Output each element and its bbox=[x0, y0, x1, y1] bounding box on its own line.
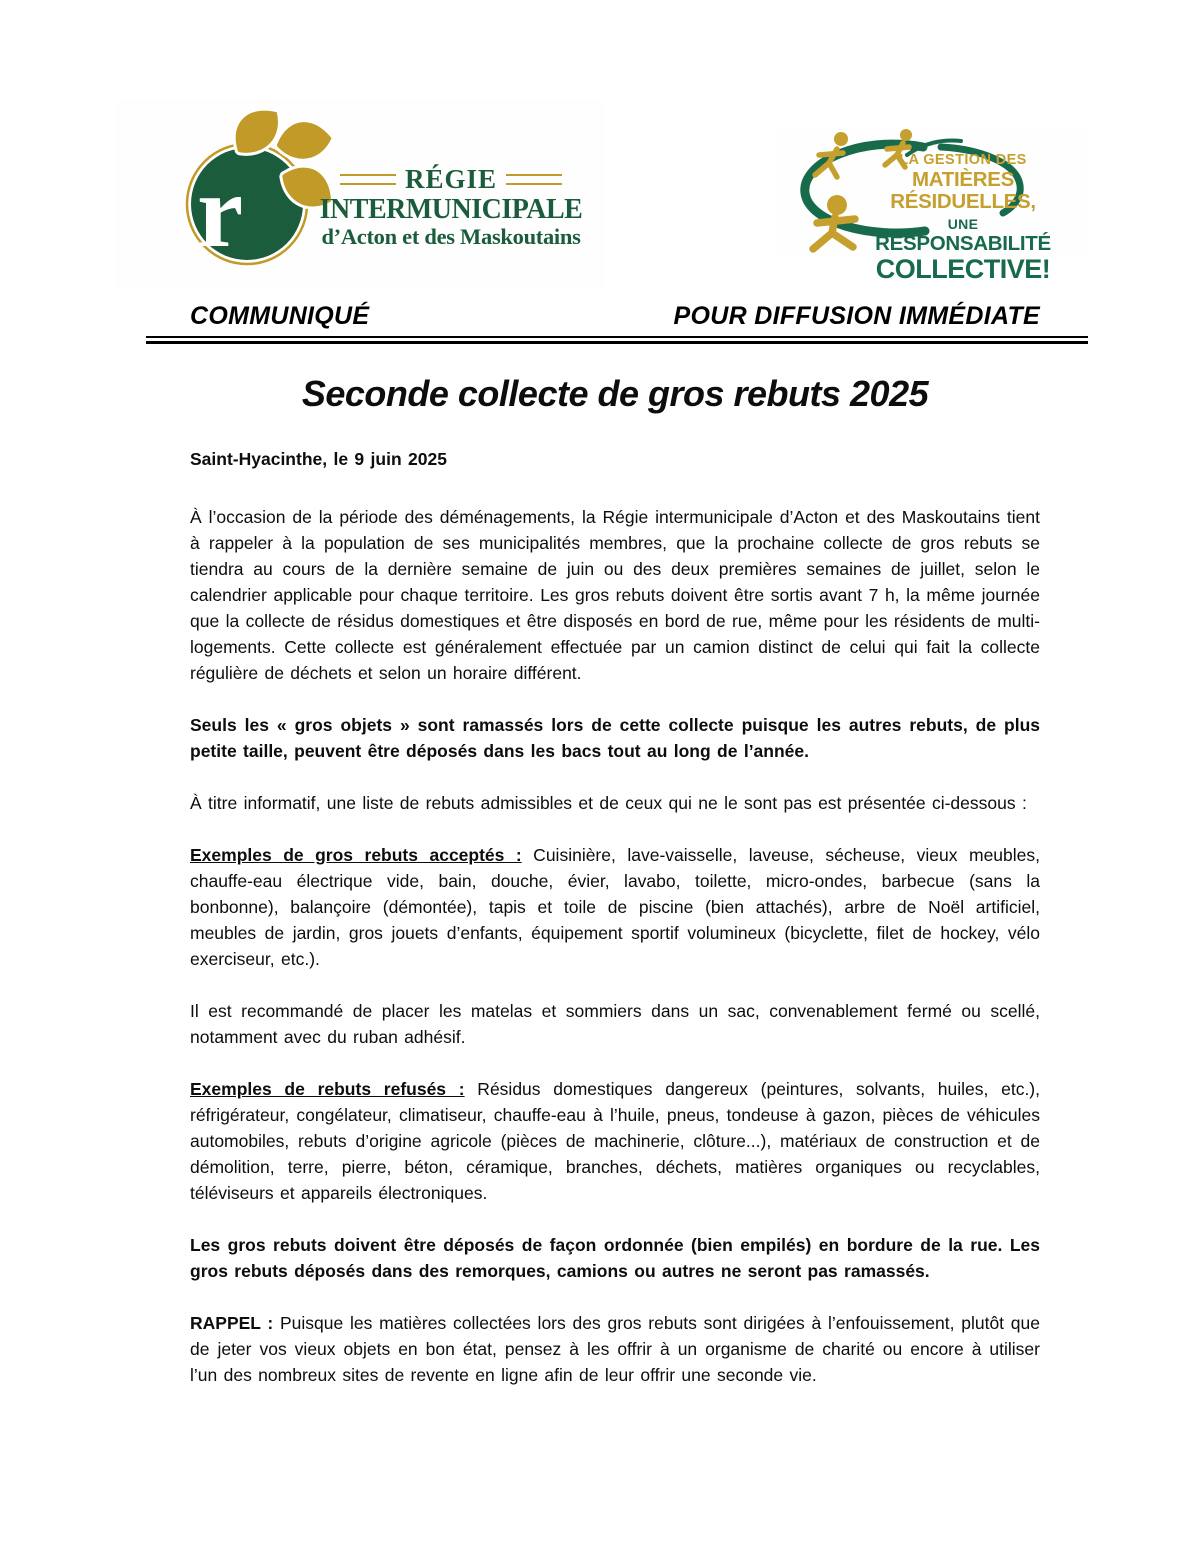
paragraph-rebuts-acceptes bbox=[190, 842, 1040, 972]
gold-rule-right bbox=[506, 174, 562, 185]
paragraph-run: Seuls les « gros objets » sont ramassés lors de cette collecte puisque les autres rebuts, de plus petite taille, peuvent être déposés dans les bacs tout au long de l’année. bbox=[190, 715, 1040, 761]
dateline: Saint-Hyacinthe, le 9 juin 2025 bbox=[190, 449, 447, 469]
paragraph-intro bbox=[190, 504, 1040, 686]
paragraph-run: À titre informatif, une liste de rebuts admissibles et de ceux qui ne le sont pas est présentée ci-dessous : bbox=[190, 793, 1027, 813]
communique-label: COMMUNIQUÉ bbox=[190, 302, 370, 330]
collective-logo-text bbox=[861, 153, 1065, 284]
collective-line1: LA GESTION DES bbox=[899, 152, 1027, 168]
document-content bbox=[190, 372, 1040, 1414]
paragraph-run: Il est recommandé de placer les matelas et sommiers dans un sac, convenablement fermé ou scellé, notamment avec du ruban adhésif. bbox=[190, 1001, 1040, 1047]
paragraph-run: Puisque les matières collectées lors des gros rebuts sont dirigées à l’enfouissement, plutôt que de jeter vos vieux objets en bon état, pensez à les offrir à un organisme de charité ou encore à utiliser l’un des nombreux sites de revente en ligne afin de leur offrir une seconde vie. bbox=[190, 1313, 1040, 1385]
lead-rappel: RAPPEL : bbox=[190, 1313, 274, 1333]
diffusion-label: POUR DIFFUSION IMMÉDIATE bbox=[673, 302, 1040, 330]
regie-name-line1 bbox=[318, 166, 584, 193]
lead-refuses: Exemples de rebuts refusés : bbox=[190, 1079, 465, 1099]
paragraph-run: Résidus domestiques dangereux (peintures, solvants, huiles, etc.), réfrigérateur, congélateur, climatiseur, chauffe-eau à l’huile, pneus, tondeuse à gazon, pièces de véhicules automobiles, rebuts d’origine agricole (pièces de machinerie, clôture...), matériaux de construction et de démolition, terre, pierre, béton, céramique, branches, déchets, matières organiques ou recyclables, téléviseurs et appareils électroniques. bbox=[190, 1079, 1041, 1203]
header-rule bbox=[146, 336, 1088, 344]
lead-acceptes: Exemples de gros rebuts acceptés : bbox=[190, 845, 522, 865]
regie-name-line3: d’Acton et des Maskoutains bbox=[321, 224, 581, 250]
paragraph-rappel bbox=[190, 1310, 1040, 1388]
collective-line2: MATIÈRES RÉSIDUELLES, bbox=[890, 167, 1036, 213]
collective-line3-une: UNE bbox=[947, 215, 979, 232]
paragraph-run: Les gros rebuts doivent être déposés de façon ordonnée (bien empilés) en bordure de la rue. Les gros rebuts déposés dans des remorques, camions ou autres ne seront pas ramassés. bbox=[190, 1235, 1040, 1281]
regie-letter-r: r bbox=[197, 154, 244, 269]
collective-logo bbox=[775, 125, 1087, 285]
page-title: Seconde collecte de gros rebuts 2025 bbox=[301, 373, 929, 414]
collective-line3-responsabilite: RESPONSABILITÉ bbox=[875, 232, 1051, 256]
regie-word: RÉGIE bbox=[404, 164, 498, 194]
paragraph-run: À l’occasion de la période des déménagements, la Régie intermunicipale d’Acton et des Maskoutains tient à rappeler à la population de ses municipalités membres, que la prochaine collecte de gros rebuts se tiendra au cours de la dernière semaine de juin ou des deux premières semaines de juillet, selon le calendrier applicable pour chaque territoire. Les gros rebuts doivent être sortis avant 7 h, la même journée que la collecte de résidus domestiques et être disposés en bord de rue, même pour les résidents de multi-logements. Cette collecte est généralement effectuée par un camion distinct de celui qui fait la collecte régulière de déchets et selon un horaire différent. bbox=[190, 507, 1040, 683]
paragraph-liste-info bbox=[190, 790, 1040, 816]
gold-rule-left bbox=[340, 174, 396, 185]
paragraph-rebuts-refuses bbox=[190, 1076, 1040, 1206]
regie-name-line2: INTERMUNICIPALE bbox=[319, 194, 583, 225]
paragraph-matelas bbox=[190, 998, 1040, 1050]
header-band bbox=[190, 302, 1040, 331]
regie-logo-mark-icon bbox=[157, 106, 337, 286]
collective-line4: COLLECTIVE! bbox=[875, 254, 1051, 285]
paragraph-run: Cuisinière, lave-vaisselle, laveuse, sécheuse, vieux meubles, chauffe-eau électrique vide, bain, douche, évier, lavabo, toilette, micro-ondes, barbecue (sans la bonbonne), balançoire (démontée), tapis et toile de piscine (bien attachés), arbre de Noël artificiel, meubles de jardin, gros jouets d’enfants, équipement sportif volumineux (bicyclette, filet de hockey, vélo exerciseur, etc.). bbox=[190, 845, 1040, 969]
regie-logo-text bbox=[318, 166, 584, 249]
paragraph-depot-ordonne bbox=[190, 1232, 1040, 1284]
paragraph-gros-objets bbox=[190, 712, 1040, 764]
regie-logo bbox=[115, 100, 605, 290]
collective-line3 bbox=[861, 216, 1065, 255]
